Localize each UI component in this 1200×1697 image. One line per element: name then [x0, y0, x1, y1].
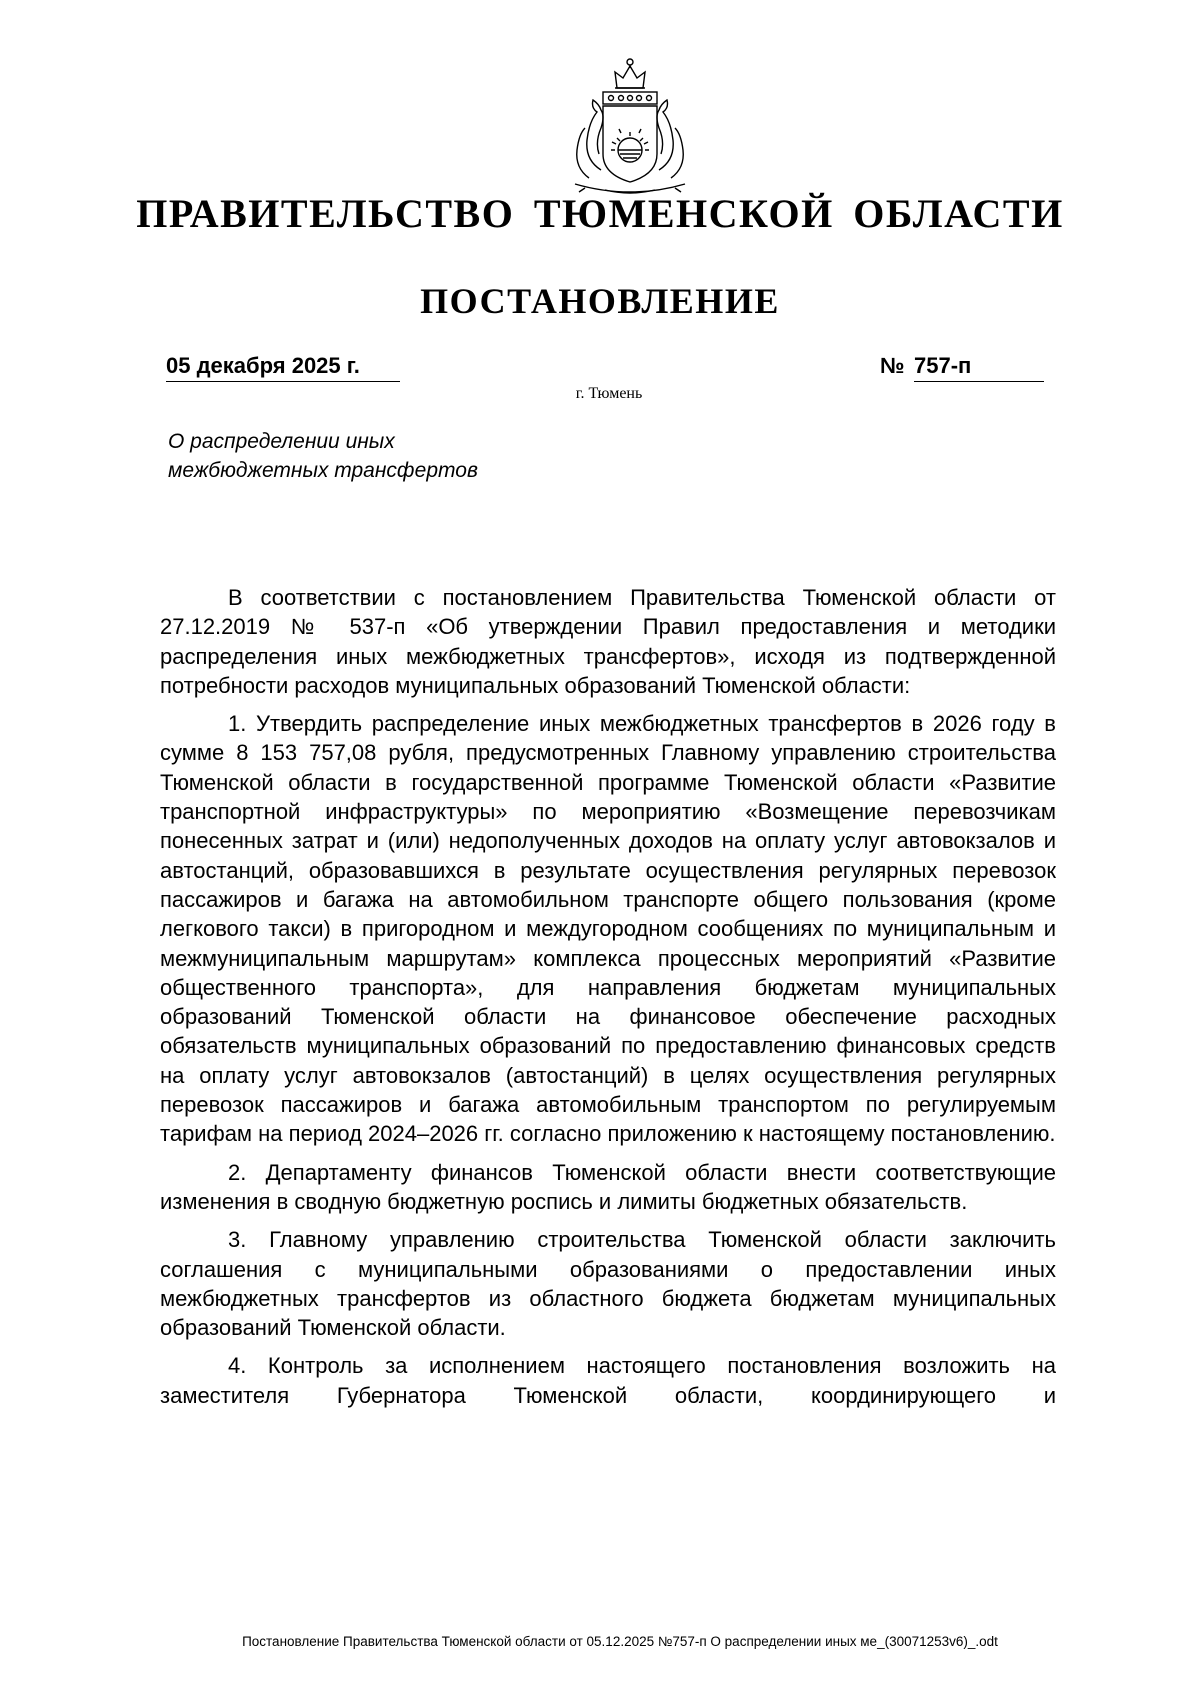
clause-3: 3. Главному управлению строительства Тюменской области заключить соглашения с муниципальными образованиями о предоставлении иных межбюджетных трансфертов из областного бюджета бюджетам муниципальных образований Тюменской области. [160, 1227, 1056, 1341]
coat-of-arms-icon [545, 50, 715, 200]
document-number [880, 353, 1048, 382]
clause-1: 1. Утвердить распределение иных межбюджетных трансфертов в 2026 году в сумме 8 153 757,08 рубля, предусмотренных Главному управлению строительства Тюменской области в государственной программе Тюменской области «Развитие транспортной инфраструктуры» по мероприятию «Возмещение перевозчикам понесенных затрат и (или) недополученных доходов на оплату услуг автовокзалов и автостанций, образовавшихся в результате осуществления регулярных перевозок пассажиров и багажа на автомобильном транспорте общего пользования (кроме легкового такси) в пригородном и междугородном сообщениях по муниципальным и межмуниципальным маршрутам» комплекса процессных мероприятий «Развитие общественного транспорта», для направления бюджетам муниципальных образований Тюменской области на финансовое обеспечение расходных обязательств муниципальных образований по предоставлению финансовых средств на оплату услуг автовокзалов (автостанций) в целях осуществления регулярных перевозок пассажиров и багажа автомобильным транспортом по регулируемым тарифам на период 2024–2026 гг. согласно приложению к настоящему постановлению. [160, 711, 1056, 1147]
subject-line-1: О распределении иных [168, 430, 395, 453]
document-subject [168, 427, 668, 485]
subject-line-2: межбюджетных трансфертов [168, 459, 478, 482]
document-date: 05 декабря 2025 г. [166, 353, 400, 382]
document-body [160, 583, 1056, 1419]
government-title: ПРАВИТЕЛЬСТВО ТЮМЕНСКОЙ ОБЛАСТИ [136, 191, 1064, 236]
document-type: ПОСТАНОВЛЕНИЕ [420, 281, 780, 321]
clause-2: 2. Департаменту финансов Тюменской области внести соответствующие изменения в сводную бюджетную роспись и лимиты бюджетных обязательств. [160, 1159, 1056, 1214]
city: г. Тюмень [575, 385, 643, 402]
clause-4: 4. Контроль за исполнением настоящего постановления возложить на заместителя Губернатора Тюменской области, координирующего и [160, 1353, 1056, 1408]
number-value: 757-п [914, 353, 1044, 382]
number-sign: № [880, 353, 905, 378]
preamble-paragraph: В соответствии с постановлением Правительства Тюменской области от 27.12.2019 № 537-п «Об утверждении Правил предоставления и методики распределения иных межбюджетных трансфертов», исходя из подтвержденной потребности расходов муниципальных образований Тюменской области: [160, 585, 1056, 698]
footer-filename: Постановление Правительства Тюменской области от 05.12.2025 №757-п О распределении иных ме_(30071253v6)_.odt [242, 1634, 998, 1649]
